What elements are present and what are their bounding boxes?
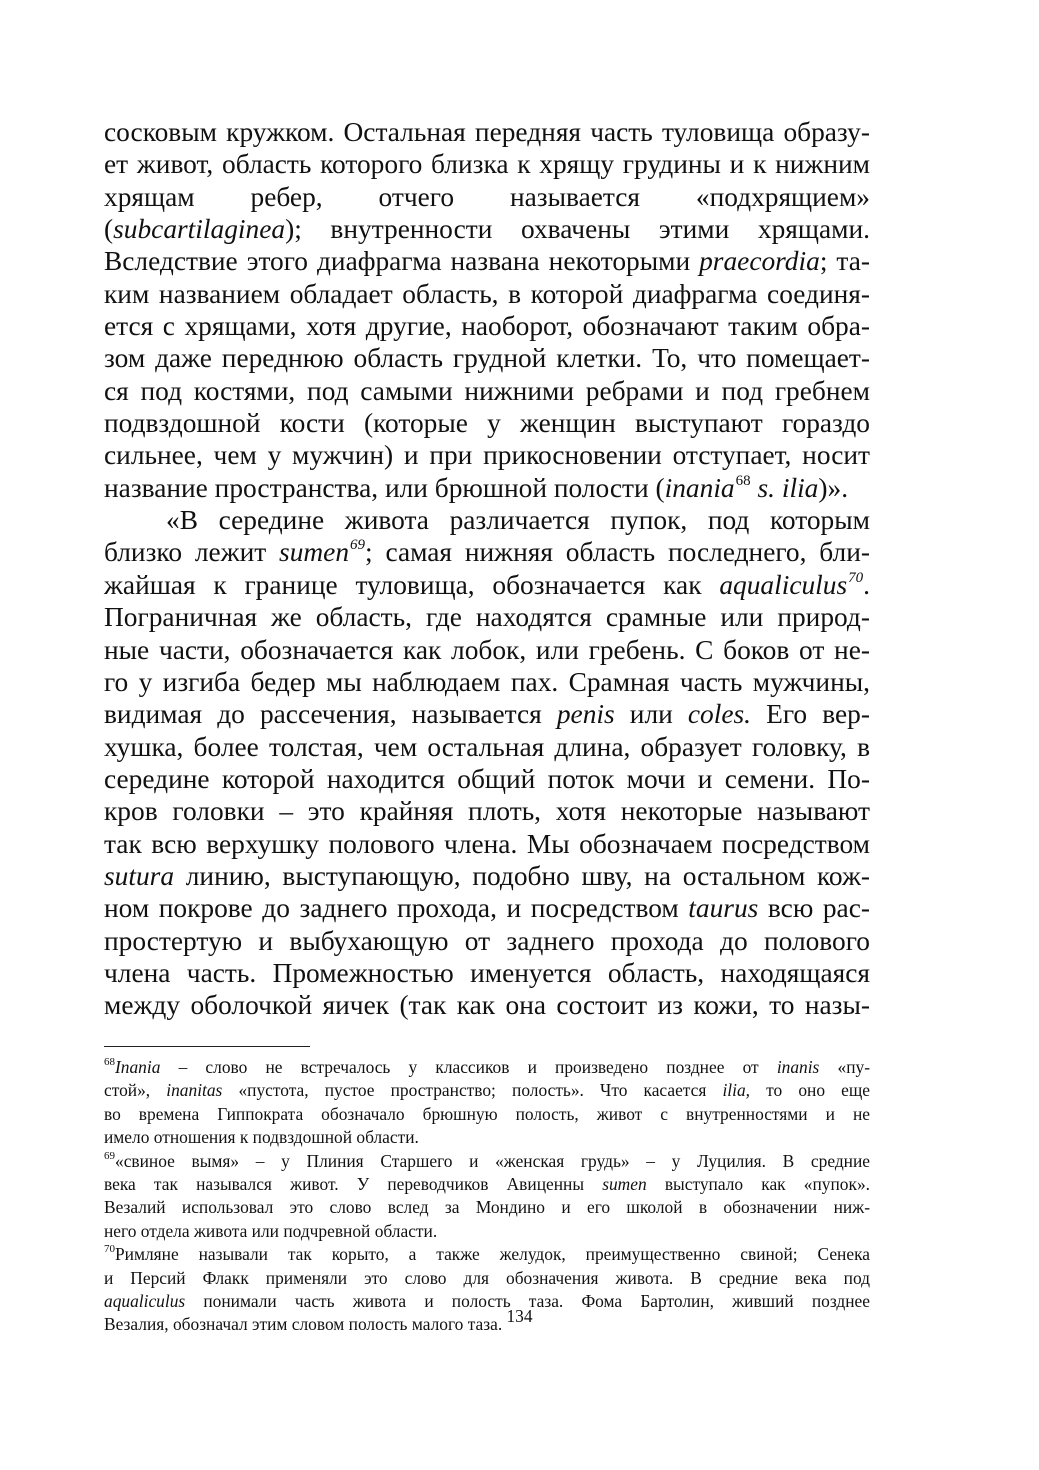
footnote-line — [104, 1126, 870, 1149]
text-run: века так назывался живот. У переводчиков Авиценны — [104, 1173, 603, 1194]
text-run: )». — [818, 472, 849, 503]
text-run: название пространства, или брюшной полости ( — [104, 472, 665, 503]
footnote-line — [104, 1150, 870, 1173]
text-run: «свиное вымя» – у Плиния Старшего и «женская грудь» – у Луцилия. В средние — [115, 1150, 870, 1171]
text-line — [104, 601, 870, 633]
text-run: то оно еще — [750, 1080, 871, 1101]
italic-term: inania — [664, 472, 735, 503]
text-line — [104, 213, 870, 245]
text-run: Везалия, обозначал этим словом полость малого таза. — [104, 1314, 503, 1335]
text-run: подвздошной кости (которые у женщин выступают гораздо — [104, 408, 870, 439]
text-run: «В середине живота различается пупок, под которым — [166, 505, 870, 536]
text-line — [104, 116, 870, 148]
text-line — [104, 925, 870, 957]
text-run: стой», — [104, 1080, 167, 1101]
text-line — [104, 310, 870, 342]
text-run: жайшая к границе туловища, обозначается как — [104, 569, 720, 600]
text-run: или — [614, 699, 688, 730]
text-run: понимали часть живота и полость таза. Фома Бартолин, живший позднее — [185, 1290, 870, 1311]
text-line — [104, 472, 870, 504]
text-run: ким названием обладает область, в которой диафрагма соединя- — [104, 278, 870, 309]
text-run: ется с хрящами, хотя другие, наоборот, обозначают таким обра- — [104, 311, 870, 342]
text-line — [104, 731, 870, 763]
text-run: Везалий использовал это слово вслед за Мондино и его школой в обозначении ниж- — [104, 1197, 870, 1218]
main-text — [104, 116, 870, 1022]
text-line — [104, 763, 870, 795]
text-line — [104, 536, 870, 568]
text-run: Его вер- — [751, 699, 870, 730]
page-body — [104, 116, 870, 1022]
footnote-line — [104, 1056, 870, 1079]
text-run: Пограничная же область, где находятся срамные или природ- — [104, 602, 870, 633]
text-line — [104, 375, 870, 407]
text-line — [104, 892, 870, 924]
footnotes — [104, 1056, 870, 1337]
text-run: хрящам ребер, отчего называется «подхрящием» — [104, 181, 870, 212]
footnote-divider — [104, 1046, 310, 1047]
footnote-line — [104, 1196, 870, 1219]
italic-term: subcartilaginea — [113, 214, 286, 245]
text-run: хушка, более толстая, чем остальная длина, образует головку, в — [104, 731, 870, 762]
text-run: . — [863, 569, 870, 600]
footnote-line — [104, 1243, 870, 1266]
text-run: близко лежит — [104, 537, 280, 568]
text-run: го у изгиба бедер мы наблюдаем пах. Срамная часть мужчины, — [104, 666, 870, 697]
footnote-line — [104, 1079, 870, 1102]
text-run: линию, выступающую, подобно шву, на остальном кож- — [174, 860, 870, 891]
italic-term: Inania — [115, 1057, 161, 1077]
text-line — [104, 860, 870, 892]
footnote-line — [104, 1103, 870, 1126]
italic-term: aqualiculus — [719, 569, 848, 600]
italic-term: taurus — [688, 893, 759, 924]
italic-term: ilia, — [722, 1080, 751, 1101]
text-run: и Персий Флакк применяли это слово для обозначения живота. В средние века под — [104, 1267, 870, 1288]
italic-term: inanis — [776, 1057, 820, 1077]
text-line — [104, 504, 870, 536]
text-line — [104, 569, 870, 601]
italic-term: sumen — [602, 1173, 647, 1194]
text-run: ные части, обозначается как лобок, или гребень. С боков от не- — [104, 634, 870, 665]
text-run: простертую и выбухающую от заднего прохода до полового — [104, 925, 870, 956]
text-line — [104, 666, 870, 698]
text-run: ( — [104, 214, 114, 245]
text-line — [104, 245, 870, 277]
italic-term: praecordia — [699, 246, 820, 277]
italic-term: aqualiculus — [104, 1290, 186, 1311]
text-run: ; та- — [819, 246, 870, 277]
text-run: середине которой находится общий поток мочи и семени. По- — [104, 763, 870, 794]
text-line — [104, 181, 870, 213]
text-line — [104, 795, 870, 827]
footnote-line — [104, 1220, 870, 1243]
italic-term: coles. — [687, 699, 752, 730]
text-run: зом даже переднюю область грудной клетки. То, что помещает- — [104, 343, 870, 374]
text-line — [104, 989, 870, 1021]
text-run: сильнее, чем у мужчин) и при прикосновении отступает, носит — [104, 440, 870, 471]
italic-term: penis — [556, 699, 615, 730]
text-line — [104, 407, 870, 439]
text-run: Римляне называли так корыто, а также желудок, преимущественно свиной; Сенека — [115, 1244, 870, 1265]
footnote-ref: 70 — [104, 1243, 115, 1256]
text-line — [104, 342, 870, 374]
text-run: ; самая нижняя область последнего, бли- — [365, 537, 870, 568]
footnote-ref: 69 — [350, 537, 366, 554]
text-line — [104, 439, 870, 471]
text-run: «пустота, пустое пространство; полость». Что касается — [222, 1080, 723, 1101]
footnote-line — [104, 1267, 870, 1290]
footnote-ref: 70 — [848, 569, 864, 586]
italic-term: s. ilia — [757, 472, 819, 503]
text-run: ном покрове до заднего прохода, и посредством — [104, 893, 689, 924]
text-run: всю рас- — [758, 893, 870, 924]
italic-term: inanitas — [166, 1080, 223, 1101]
text-run: выступало как «пупок». — [646, 1173, 870, 1194]
text-run: так всю верхушку полового члена. Мы обозначаем посредством — [104, 828, 870, 859]
footnote-line — [104, 1173, 870, 1196]
text-line — [104, 828, 870, 860]
text-run: сосковым кружком. Остальная передняя часть туловища образу- — [104, 117, 870, 147]
italic-term: sumen — [279, 537, 350, 568]
text-run: видимая до рассечения, называется — [104, 699, 557, 730]
text-run: кров головки – это крайняя плоть, хотя некоторые называют — [104, 796, 870, 827]
text-run: ); внутренности охвачены этими хрящами. — [285, 214, 870, 245]
text-run: во времена Гиппократа обозначало брюшную полость, живот с внутренностями и не — [104, 1103, 870, 1124]
text-line — [104, 148, 870, 180]
text-run: между оболочкой яичек (так как она состоит из кожи, то назы- — [104, 990, 870, 1021]
footnote-ref: 69 — [104, 1149, 115, 1162]
text-run: него отдела живота или подчревной области. — [104, 1220, 438, 1241]
text-run: «пу- — [819, 1057, 870, 1077]
italic-term: sutura — [104, 860, 175, 891]
text-line — [104, 957, 870, 989]
text-run: ет живот, область которого близка к хрящу грудины и к нижним — [104, 149, 870, 180]
footnote-ref: 68 — [104, 1056, 115, 1068]
text-run: Вследствие этого диафрагма названа некоторыми — [104, 246, 700, 277]
text-run: имело отношения к подвздошной области. — [104, 1127, 419, 1148]
page-number: 134 — [506, 1306, 533, 1326]
text-line — [104, 698, 870, 730]
footnote-ref: 68 — [735, 472, 751, 489]
text-line — [104, 278, 870, 310]
text-run: – слово не встречалось у классиков и произведено позднее от — [160, 1057, 777, 1077]
text-run: ся под костями, под самыми нижними ребрами и под гребнем — [104, 375, 870, 406]
text-line — [104, 634, 870, 666]
text-run — [751, 473, 758, 503]
text-run: члена часть. Промежностью именуется область, находящаяся — [104, 957, 870, 988]
